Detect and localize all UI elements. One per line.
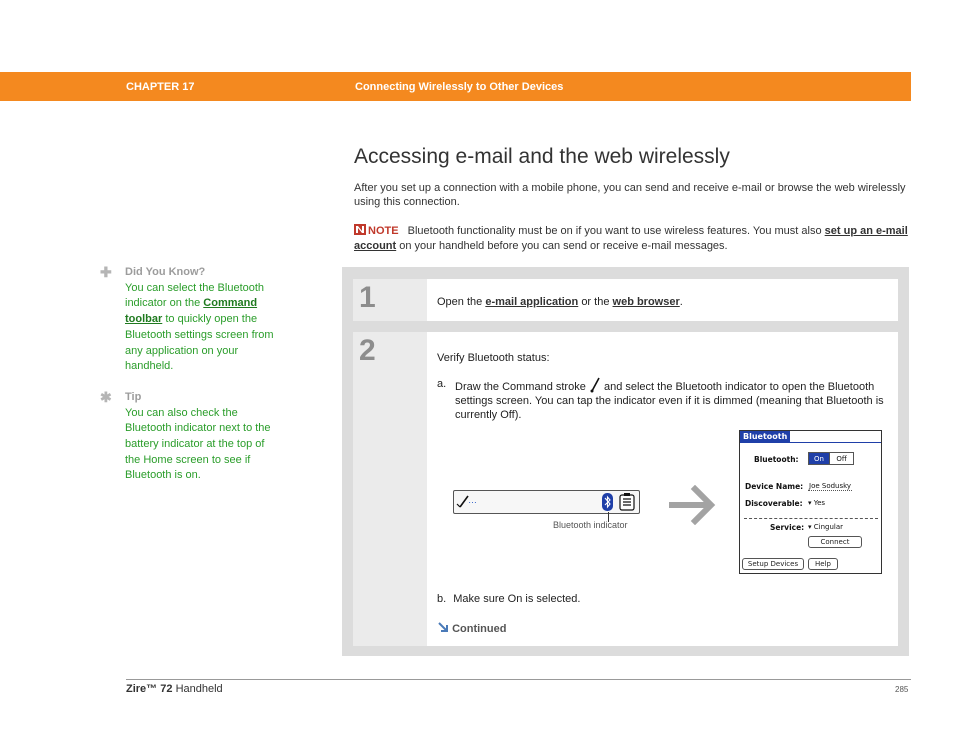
- asterisk-icon: ✱: [100, 388, 112, 405]
- service-picker[interactable]: ▾ Cingular: [808, 523, 844, 531]
- plus-icon: ✚: [100, 264, 112, 280]
- setup-devices-button[interactable]: Setup Devices: [742, 558, 804, 570]
- step-number: 2: [359, 334, 376, 367]
- email-application-link[interactable]: e-mail application: [485, 296, 579, 308]
- device-name-field[interactable]: Joe Sodusky: [809, 482, 852, 490]
- battery-icon: [619, 493, 635, 511]
- connect-button[interactable]: Connect: [808, 536, 862, 548]
- continued-link[interactable]: Continued: [437, 622, 506, 635]
- chapter-label: CHAPTER 17: [126, 81, 195, 93]
- bluetooth-indicator-caption: Bluetooth indicator: [553, 520, 628, 530]
- page-title: Accessing e-mail and the web wirelessly: [354, 145, 730, 168]
- arrow-down-right-icon: [437, 622, 449, 633]
- note-paragraph: [354, 224, 910, 254]
- command-toolbar-link[interactable]: Command toolbar: [125, 297, 258, 326]
- palm-screen-title: Bluetooth: [740, 431, 790, 443]
- step-2-intro: Verify Bluetooth status:: [437, 352, 550, 364]
- bluetooth-on-button[interactable]: On: [808, 452, 830, 465]
- sidebar: [100, 265, 280, 484]
- dropdown-arrow-icon: ▾: [808, 523, 812, 531]
- bluetooth-off-button[interactable]: Off: [829, 452, 854, 465]
- bluetooth-label: Bluetooth:: [754, 455, 799, 464]
- did-you-know-heading: Did You Know?: [125, 266, 206, 278]
- did-you-know-text: You can select the Bluetooth indicator on the Command toolbar to quickly open the Bluetooth settings screen from any application on your handheld.: [125, 281, 274, 373]
- bluetooth-settings-screen: [739, 430, 882, 574]
- step-1-text: Open the e-mail application or the web browser.: [437, 296, 683, 308]
- chapter-header-bar: [0, 72, 911, 101]
- footer-rule: [126, 679, 911, 680]
- web-browser-link[interactable]: web browser: [612, 296, 680, 308]
- note-icon: [354, 224, 366, 235]
- tip-heading: Tip: [125, 390, 142, 403]
- intro-paragraph: After you set up a connection with a mobile phone, you can send and receive e-mail or browse the web wirelessly using this connection.: [354, 182, 906, 208]
- command-dots: …: [468, 495, 477, 505]
- discoverable-label: Discoverable:: [745, 499, 803, 508]
- note-text-after: on your handheld before you can send or receive e-mail messages.: [399, 240, 728, 252]
- help-button[interactable]: Help: [808, 558, 838, 570]
- note-text-before: Bluetooth functionality must be on if you want to use wireless features. You must also: [407, 225, 822, 237]
- discoverable-picker[interactable]: ▾ Yes: [808, 499, 826, 507]
- dropdown-arrow-icon: ▾: [808, 499, 812, 507]
- service-label: Service:: [770, 523, 805, 532]
- device-name-label: Device Name:: [745, 482, 804, 491]
- page-number: 285: [895, 685, 909, 694]
- steps-box: [342, 267, 909, 656]
- step-2-a: a. Draw the Command stroke and select the Bluetooth indicator to open the Bluetooth settings screen. You can tap the indicator even if it is dimmed (meaning that Bluetooth is currently Off).: [437, 378, 884, 421]
- note-label: NOTE: [368, 225, 399, 237]
- step-2-b: b. Make sure On is selected.: [437, 593, 581, 605]
- step-number: 1: [359, 281, 376, 314]
- setup-email-account-link[interactable]: set up an e-mail account: [354, 225, 908, 252]
- footer-product: Zire™ 72 Handheld: [126, 683, 223, 695]
- arrow-right-icon: [669, 485, 717, 525]
- bluetooth-icon[interactable]: [602, 493, 613, 511]
- chapter-title: Connecting Wirelessly to Other Devices: [355, 81, 564, 93]
- command-stroke-icon: [589, 377, 601, 393]
- command-bar: [453, 490, 640, 514]
- step-2: [353, 332, 898, 646]
- step-1: [353, 279, 898, 321]
- tip-text: You can also check the Bluetooth indicator next to the battery indicator at the top of the Home screen to see if Bluetooth is on.: [125, 406, 271, 482]
- tip-block: [100, 390, 280, 484]
- did-you-know-block: [100, 265, 280, 375]
